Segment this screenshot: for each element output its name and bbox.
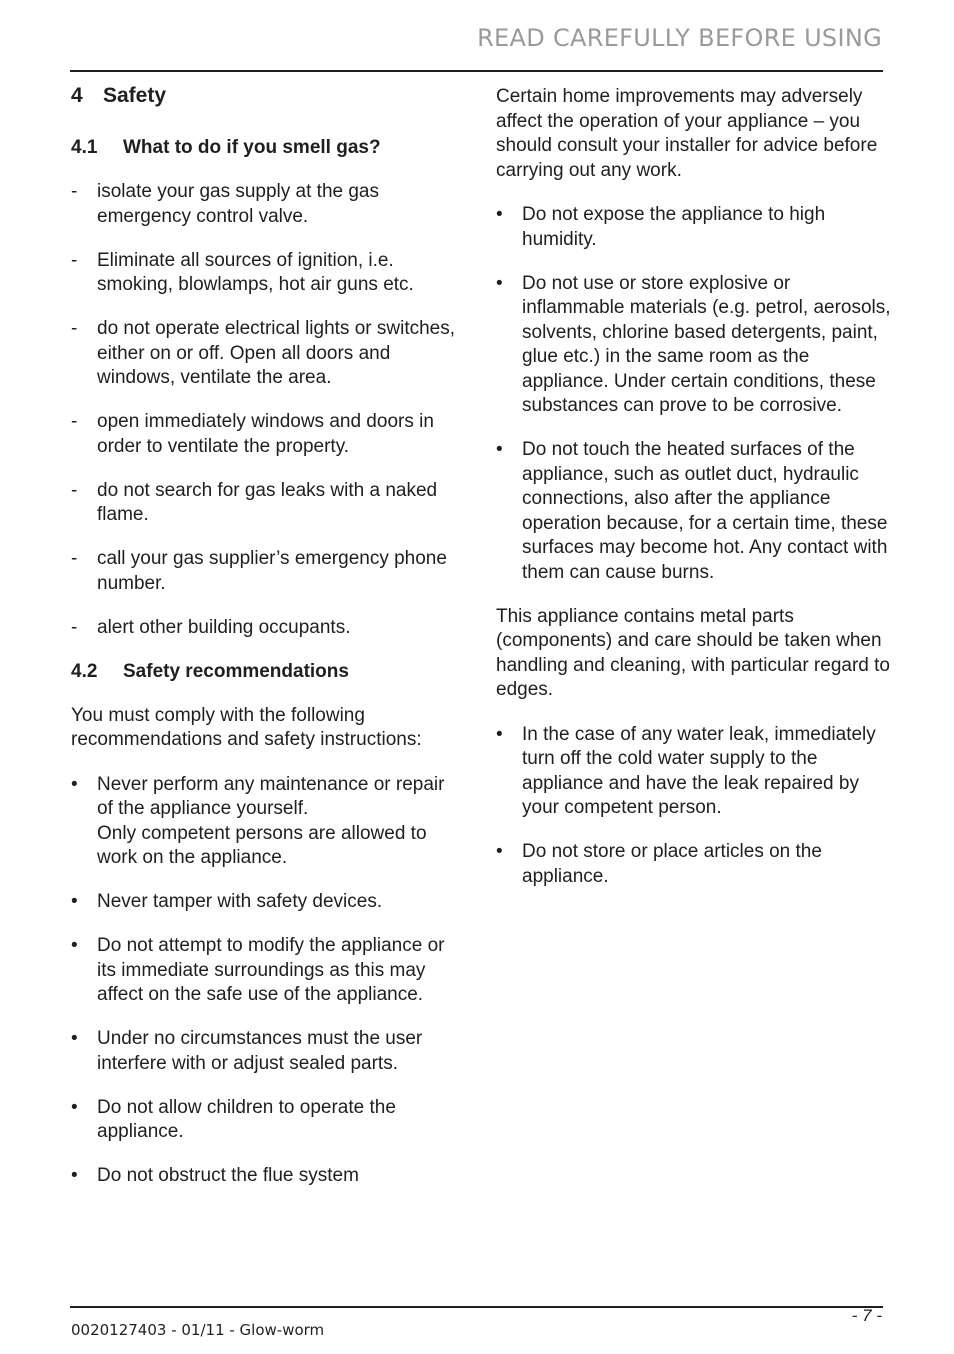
dash-marker: - <box>71 616 78 638</box>
metal-parts-paragraph: This appliance contains metal parts (components) and care should be taken when handling and cleaning, with particular regard to edges. <box>496 605 890 700</box>
header-title: READ CAREFULLY BEFORE USING <box>477 24 882 52</box>
subsection-title: Safety recommendations <box>123 660 349 682</box>
right-column <box>496 82 891 909</box>
list-item <box>496 840 891 889</box>
list-item-text: alert other building occupants. <box>97 616 351 638</box>
subsection-heading-recommendations <box>71 660 461 684</box>
footer-divider <box>70 1306 883 1308</box>
dash-marker: - <box>71 548 78 569</box>
list-item-text: Do not touch the heated surfaces of the appliance, such as outlet duct, hydraulic connections, also after the appliance operation because, for a certain time, these surfaces may become hot. Any contact with them can cause burns. <box>522 439 888 583</box>
list-item-text: Never tamper with safety devices. <box>97 891 383 912</box>
bullet-marker: • <box>71 935 78 956</box>
subsection-title: What to do if you smell gas? <box>123 137 381 158</box>
list-item-text: isolate your gas supply at the gas emergency control valve. <box>97 181 380 227</box>
left-column <box>71 82 461 1208</box>
list-item <box>496 723 891 821</box>
recommendations-list <box>71 773 461 1189</box>
list-item-text: do not operate electrical lights or switches, either on or off. Open all doors and windows, ventilate the area. <box>97 318 456 388</box>
appliance-precautions-list <box>496 203 891 585</box>
list-item <box>71 479 461 528</box>
bullet-marker: • <box>71 1165 78 1186</box>
subsection-number: 4.1 <box>71 137 98 158</box>
list-item-text: do not search for gas leaks with a naked flame. <box>97 479 438 525</box>
subsection-number: 4.2 <box>71 660 98 682</box>
water-leak-list <box>496 723 891 890</box>
dash-marker: - <box>71 411 78 432</box>
list-item <box>71 317 461 391</box>
list-item-text: Do not allow children to operate the appliance. <box>97 1096 396 1142</box>
home-improvements-paragraph: Certain home improvements may adversely affect the operation of your appliance – you should consult your installer for advice before carrying out any work. <box>496 86 878 181</box>
bullet-marker: • <box>71 1028 78 1049</box>
list-item <box>71 1164 461 1189</box>
list-item <box>71 547 461 596</box>
section-heading <box>71 82 461 110</box>
recommendations-intro: You must comply with the following recommendations and safety instructions: <box>71 704 422 750</box>
list-item-text: Do not use or store explosive or inflammable materials (e.g. petrol, aerosols, solvents, chlorine based detergents, paint, glue etc.) in the same room as the appliance. Under certain conditions, these substances can prove to be corrosive. <box>522 272 891 416</box>
bullet-marker: • <box>71 891 78 912</box>
list-item-text: Do not obstruct the flue system <box>97 1165 359 1186</box>
list-item-text: Only competent persons are allowed to work on the appliance. <box>97 822 427 868</box>
bullet-marker: • <box>496 272 503 294</box>
dash-marker: - <box>71 181 78 202</box>
list-item <box>496 203 891 252</box>
section-number: 4 <box>71 84 83 107</box>
list-item <box>496 272 891 419</box>
list-item-text: Eliminate all sources of ignition, i.e. smoking, blowlamps, hot air guns etc. <box>97 249 414 295</box>
bullet-marker: • <box>71 773 78 795</box>
list-item <box>71 890 461 915</box>
header-divider <box>70 70 883 72</box>
bullet-marker: • <box>496 439 503 460</box>
smell-gas-list <box>71 180 461 640</box>
document-code: 0020127403 - 01/11 - Glow-worm <box>71 1321 325 1339</box>
bullet-marker: • <box>496 723 503 745</box>
list-item-text: Do not attempt to modify the appliance or its immediate surroundings as this may affect on the safe use of the appliance. <box>97 935 445 1005</box>
list-item <box>71 616 461 641</box>
list-item-text: Under no circumstances must the user interfere with or adjust sealed parts. <box>97 1028 423 1074</box>
page-number: - 7 - <box>851 1306 882 1325</box>
list-item <box>71 180 461 229</box>
list-item <box>71 249 461 298</box>
list-item-text: Do not expose the appliance to high humidity. <box>522 204 826 250</box>
list-item <box>71 1027 461 1076</box>
list-item <box>496 438 891 585</box>
list-item-text: call your gas supplier’s emergency phone number. <box>97 548 447 594</box>
list-item <box>71 773 461 871</box>
dash-marker: - <box>71 249 78 271</box>
bullet-marker: • <box>496 841 503 862</box>
list-item <box>71 934 461 1008</box>
list-item <box>71 1096 461 1145</box>
list-item-text: Never perform any maintenance or repair of the appliance yourself. <box>97 773 445 819</box>
list-item-text: Do not store or place articles on the appliance. <box>522 841 822 887</box>
section-title: Safety <box>103 84 167 107</box>
dash-marker: - <box>71 318 78 339</box>
list-item <box>71 410 461 459</box>
dash-marker: - <box>71 479 78 501</box>
bullet-marker: • <box>496 204 503 225</box>
list-item-text: In the case of any water leak, immediately turn off the cold water supply to the appliance and have the leak repaired by your competent person. <box>522 723 876 818</box>
list-item-text: open immediately windows and doors in order to ventilate the property. <box>97 411 434 457</box>
subsection-heading-smell-gas <box>71 136 461 160</box>
bullet-marker: • <box>71 1096 78 1118</box>
